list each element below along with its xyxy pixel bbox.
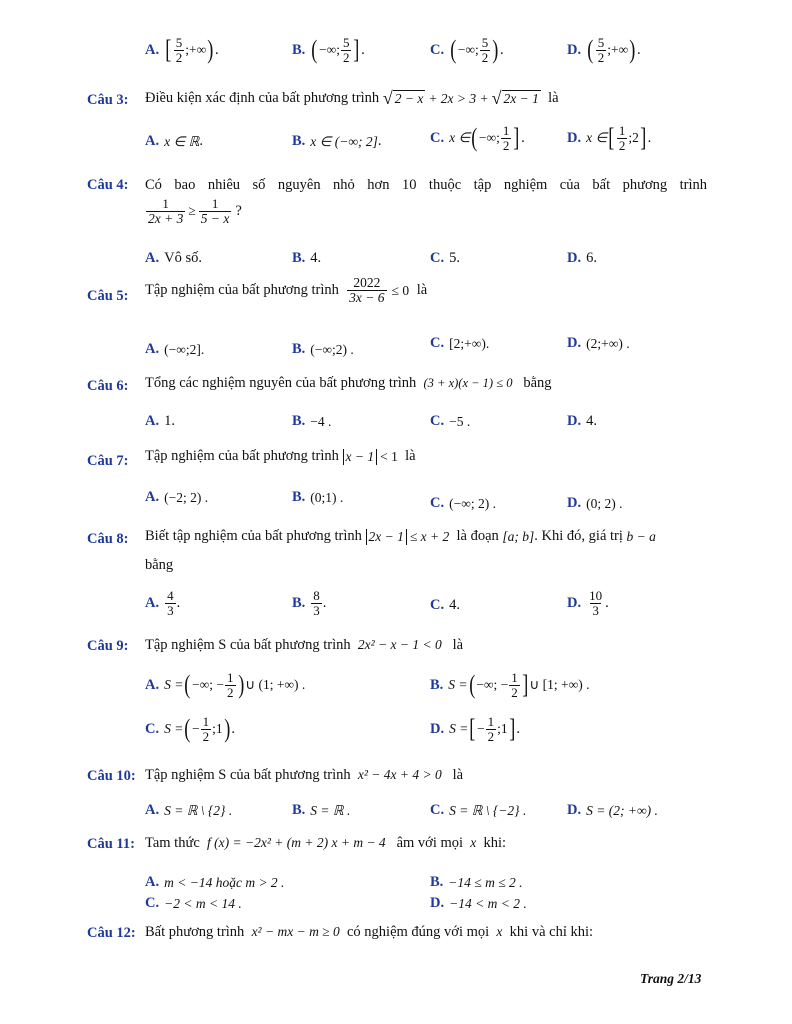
q10-option-d: D. S = (2; +∞) . bbox=[567, 802, 658, 818]
q7-option-c: C. (−∞; 2) . bbox=[430, 495, 496, 511]
q6-stem: Tổng các nghiệm nguyên của bất phương trình (3 + x)(x − 1) ≤ 0 bằng bbox=[145, 375, 552, 391]
q9-option-b: B. S = ( −∞; − $\frac{1}{2}$ ] ∪ [1; +∞) . bbox=[430, 670, 590, 700]
q8-label: Câu 8: bbox=[87, 531, 129, 547]
q3-option-b: B. x ∈ (−∞; 2] . bbox=[292, 133, 382, 149]
q12-stem: Bất phương trình x² − mx − m ≥ 0 có nghiệm đúng với mọi x khi và chỉ khi: bbox=[145, 924, 594, 940]
q9-option-c: C. S = ( − $\frac{1}{2}$ ;1 ) . bbox=[145, 714, 235, 744]
q11-stem: Tam thức f (x) = −2x² + (m + 2) x + m − 4 âm với mọi x khi: bbox=[145, 835, 507, 851]
q8-option-d: D. 10 3 . bbox=[567, 588, 609, 618]
q11-label: Câu 11: bbox=[87, 836, 135, 852]
q7-option-a: A. (−2; 2) . bbox=[145, 489, 209, 505]
q11-option-a: A. m < −14 hoặc m > 2 . bbox=[145, 874, 285, 890]
q8-option-a: A. 4 3 . bbox=[145, 588, 181, 618]
q7-label: Câu 7: bbox=[87, 453, 129, 469]
q6-option-d: D. 4. bbox=[567, 413, 597, 429]
q6-option-b: B. −4 . bbox=[292, 413, 332, 429]
q12-label: Câu 12: bbox=[87, 925, 136, 941]
q8-option-b: B. 8 3 . bbox=[292, 588, 327, 618]
q10-label: Câu 10: bbox=[87, 768, 136, 784]
q6-label: Câu 6: bbox=[87, 378, 129, 394]
q10-option-a: A. S = ℝ \ {2} . bbox=[145, 802, 233, 818]
q2-option-d: D. ( 5 2 ;+∞ ) . bbox=[567, 35, 641, 65]
q10-option-c: C. S = ℝ \ {−2} . bbox=[430, 802, 527, 818]
q9-option-a: A. S = ( −∞; − $\frac{1}{2}$ ) ∪ (1; +∞) . bbox=[145, 670, 306, 700]
q7-option-b: B. (0;1) . bbox=[292, 489, 344, 505]
q5-label: Câu 5: bbox=[87, 288, 129, 304]
q5-option-c: C. [2;+∞). bbox=[430, 335, 490, 351]
q2-option-b: B. ( −∞; 5 2 ] . bbox=[292, 35, 365, 65]
q6-option-a: A. 1. bbox=[145, 413, 175, 429]
q2-option-c: C. ( −∞; 5 2 ) . bbox=[430, 35, 504, 65]
q10-stem: Tập nghiệm S của bất phương trình x² − 4x + 4 > 0 là bbox=[145, 767, 464, 783]
q4-stem: Có bao nhiêu số nguyên nhỏ hơn 10 thuộc tập nghiệm của bất phương trình bbox=[145, 177, 707, 193]
q3-option-a: A. x ∈ ℝ . bbox=[145, 133, 203, 149]
q11-option-c: C. −2 < m < 14 . bbox=[145, 895, 242, 911]
page-number: Trang 2/13 bbox=[640, 971, 702, 986]
q4-option-a: A. Vô số. bbox=[145, 250, 202, 266]
q10-option-b: B. S = ℝ . bbox=[292, 802, 351, 818]
q11-option-d: D. −14 < m < 2 . bbox=[430, 895, 527, 911]
q2-option-a: A. [ 5 2 ;+∞ ) . bbox=[145, 35, 219, 65]
q4-option-b: B. 4. bbox=[292, 250, 322, 266]
q3-option-c: C. x ∈ ( −∞; 1 2 ] . bbox=[430, 123, 525, 153]
q7-option-d: D. (0; 2) . bbox=[567, 495, 623, 511]
q9-option-d: D. S = [ − $\frac{1}{2}$ ;1 ] . bbox=[430, 714, 520, 744]
q7-stem: Tập nghiệm của bất phương trình x − 1 < 1 là bbox=[145, 448, 416, 464]
q3-option-d: D. x ∈ [ 1 2 ;2 ] . bbox=[567, 123, 652, 153]
q4-option-c: C. 5. bbox=[430, 250, 460, 266]
q11-option-b: B. −14 ≤ m ≤ 2 . bbox=[430, 874, 523, 890]
q9-stem: Tập nghiệm S của bất phương trình 2x² − x − 1 < 0 là bbox=[145, 637, 464, 653]
q8-option-c: C. 4. bbox=[430, 597, 460, 613]
q3-stem: Điều kiện xác định của bất phương trình √ 2 − x + 2x > 3 + √ 2x − 1 là bbox=[145, 88, 559, 108]
q5-option-a: A. (−∞;2]. bbox=[145, 341, 205, 357]
q6-option-c: C. −5 . bbox=[430, 413, 471, 429]
q8-stem-line2: bằng bbox=[145, 557, 174, 573]
q9-label: Câu 9: bbox=[87, 638, 129, 654]
q5-option-d: D. (2;+∞) . bbox=[567, 335, 630, 351]
q5-option-b: B. (−∞;2) . bbox=[292, 341, 354, 357]
q4-inequality: $\frac{1}{2x + 3}$ ≥ $\frac{1}{5 - x}$ ? bbox=[148, 196, 242, 226]
q8-stem: Biết tập nghiệm của bất phương trình 2x − 1 ≤ x + 2 là đoạn [a; b] . Khi đó, giá trị b − a bbox=[145, 528, 656, 544]
q4-label: Câu 4: bbox=[87, 177, 129, 193]
q4-option-d: D. 6. bbox=[567, 250, 597, 266]
q3-label: Câu 3: bbox=[87, 92, 129, 108]
q5-stem: Tập nghiệm của bất phương trình $\frac{2022}{3x - 6}$ ≤ 0 là bbox=[145, 275, 428, 306]
